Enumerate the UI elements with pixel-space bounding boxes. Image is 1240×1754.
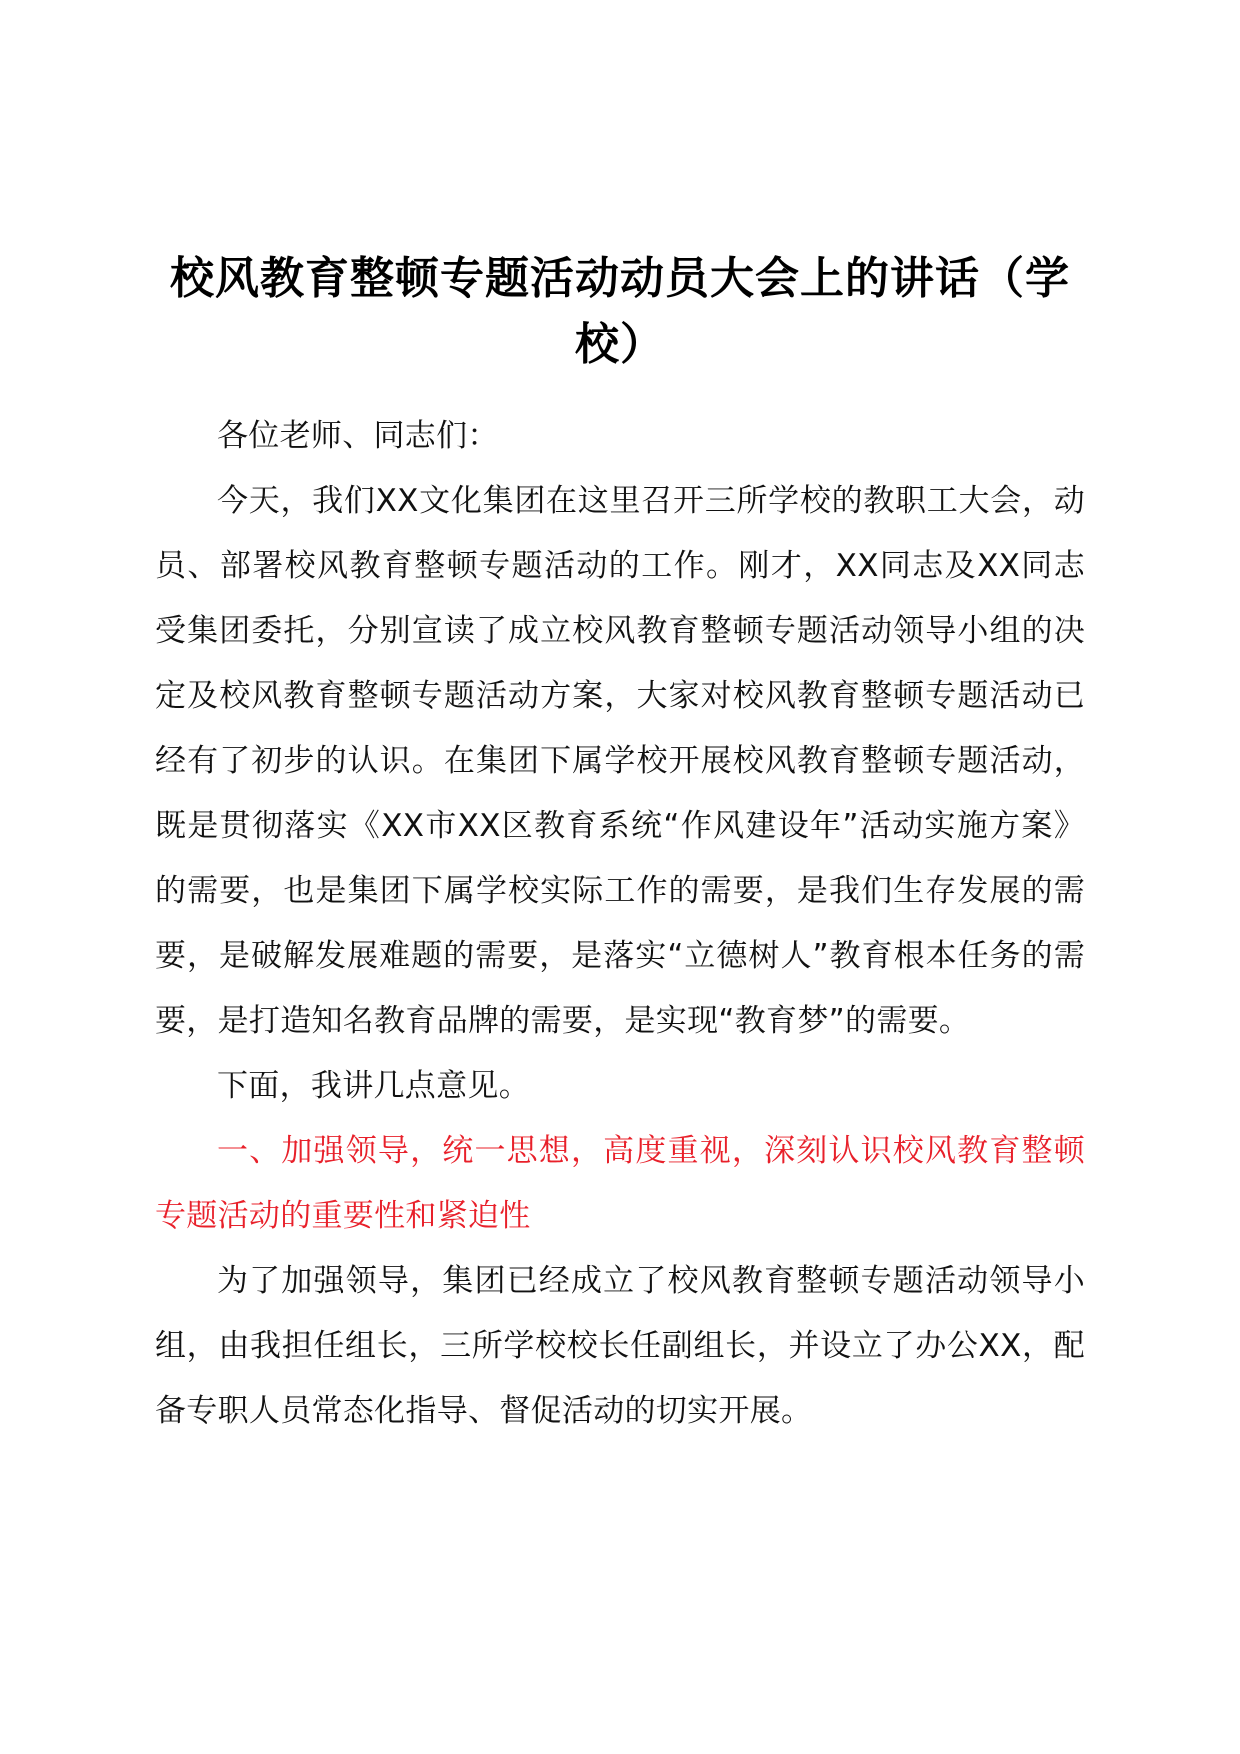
document-body xyxy=(155,246,1085,1444)
section-heading-1: 一、加强领导，统一思想，高度重视，深刻认识校风教育整顿专题活动的重要性和紧迫性 xyxy=(155,1133,1085,1234)
document-title: 校风教育整顿专题活动动员大会上的讲话（学校） xyxy=(170,253,1070,370)
paragraph-intro: 今天，我们XX文化集团在这里召开三所学校的教职工大会，动员、部署校风教育整顿专题活动的工作。刚才，XX同志及XX同志受集团委托，分别宣读了成立校风教育整顿专题活动领导小组的决定及校风教育整顿专题活动方案，大家对校风教育整顿专题活动已经有了初步的认识。在集团下属学校开展校风教育整顿专题活动，既是贯彻落实《XX市XX区教育系统“作风建设年”活动实施方案》的需要，也是集团下属学校实际工作的需要，是我们生存发展的需要，是破解发展难题的需要，是落实“立德树人”教育根本任务的需要，是打造知名教育品牌的需要，是实现“教育梦”的需要。 xyxy=(155,483,1085,1039)
paragraph-transition: 下面，我讲几点意见。 xyxy=(217,1068,530,1104)
paragraph-section-1: 为了加强领导，集团已经成立了校风教育整顿专题活动领导小组，由我担任组长，三所学校校长任副组长，并设立了办公XX，配备专职人员常态化指导、督促活动的切实开展。 xyxy=(155,1263,1085,1429)
salutation: 各位老师、同志们： xyxy=(217,418,499,454)
speech-content xyxy=(155,404,1085,1444)
